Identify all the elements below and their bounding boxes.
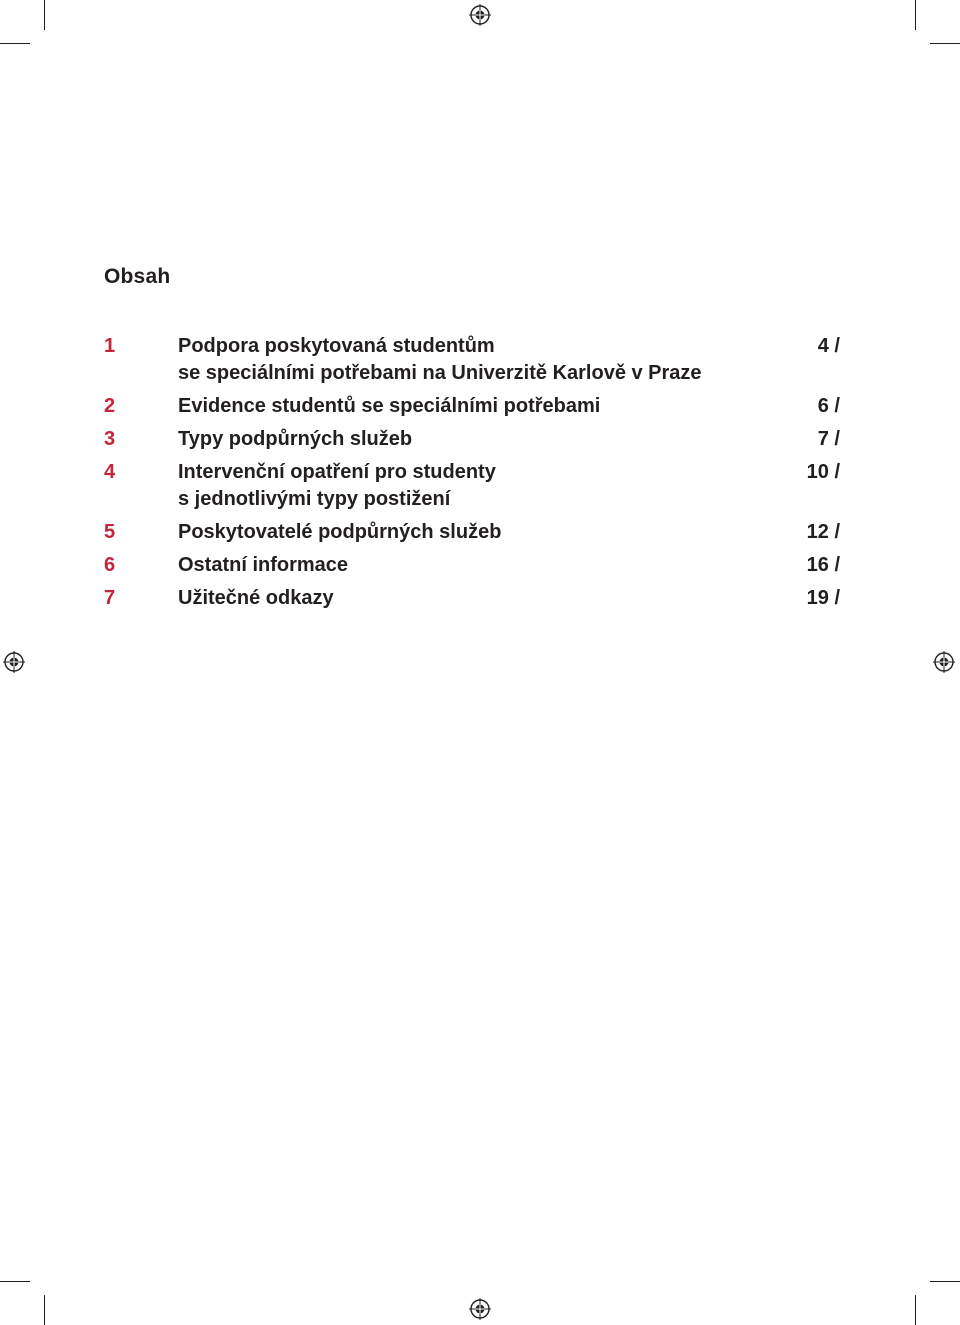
registration-target-icon [933,651,955,673]
crop-mark-bottom-right-horizontal [930,1281,960,1282]
toc-entry-title [178,393,818,420]
toc-entry-title-line: Užitečné odkazy [178,587,334,609]
table-of-contents [104,333,840,618]
crop-mark-bottom-left [44,1295,45,1325]
toc-entry-title-line: Ostatní informace [178,554,349,576]
crop-mark-top-right [915,0,916,30]
toc-entry-title [178,552,807,579]
toc-entry-number: 4 [104,461,116,483]
toc-entry[interactable] [104,519,840,546]
toc-entry[interactable] [104,426,840,453]
crop-mark-top-right-horizontal [930,43,960,44]
toc-entry-title-line: se speciálními potřebami na Univerzitě Karlově v Praze [178,362,702,384]
toc-entry-title [178,459,807,513]
toc-entry-title-line: Poskytovatelé podpůrných služeb [178,521,502,543]
toc-entry-number: 1 [104,335,116,357]
toc-entry-page: 4 / [817,335,840,357]
toc-entry[interactable] [104,552,840,579]
toc-entry-number: 6 [104,554,116,576]
toc-entry-number: 7 [104,587,116,609]
crop-mark-top-left [44,0,45,30]
toc-entry-title-line: Intervenční opatření pro studenty [178,461,496,483]
toc-entry-title [178,426,818,453]
toc-entry-title-line: Typy podpůrných služeb [178,428,413,450]
toc-entry-title-line: Evidence studentů se speciálními potřebami [178,395,601,417]
toc-entry-page: 10 / [806,461,840,483]
registration-target-icon [3,651,25,673]
crop-mark-top-left-horizontal [0,43,30,44]
toc-entry-number: 3 [104,428,116,450]
toc-entry-title [178,333,818,387]
toc-entry-title-line: s jednotlivými typy postižení [178,488,451,510]
toc-entry[interactable] [104,333,840,387]
crop-mark-bottom-right [915,1295,916,1325]
toc-entry-title [178,519,807,546]
toc-entry-title [178,585,807,612]
toc-entry-page: 7 / [817,428,840,450]
toc-heading: Obsah [104,265,171,288]
toc-entry-page: 16 / [806,554,840,576]
toc-entry[interactable] [104,459,840,513]
toc-entry-number: 5 [104,521,116,543]
toc-entry-page: 12 / [806,521,840,543]
registration-target-icon [469,1298,491,1320]
registration-target-icon [469,4,491,26]
toc-entry[interactable] [104,393,840,420]
toc-entry-page: 19 / [806,587,840,609]
crop-mark-bottom-left-horizontal [0,1281,30,1282]
toc-entry-page: 6 / [817,395,840,417]
toc-entry-number: 2 [104,395,116,417]
toc-entry[interactable] [104,585,840,612]
toc-entry-title-line: Podpora poskytovaná studentům [178,335,495,357]
